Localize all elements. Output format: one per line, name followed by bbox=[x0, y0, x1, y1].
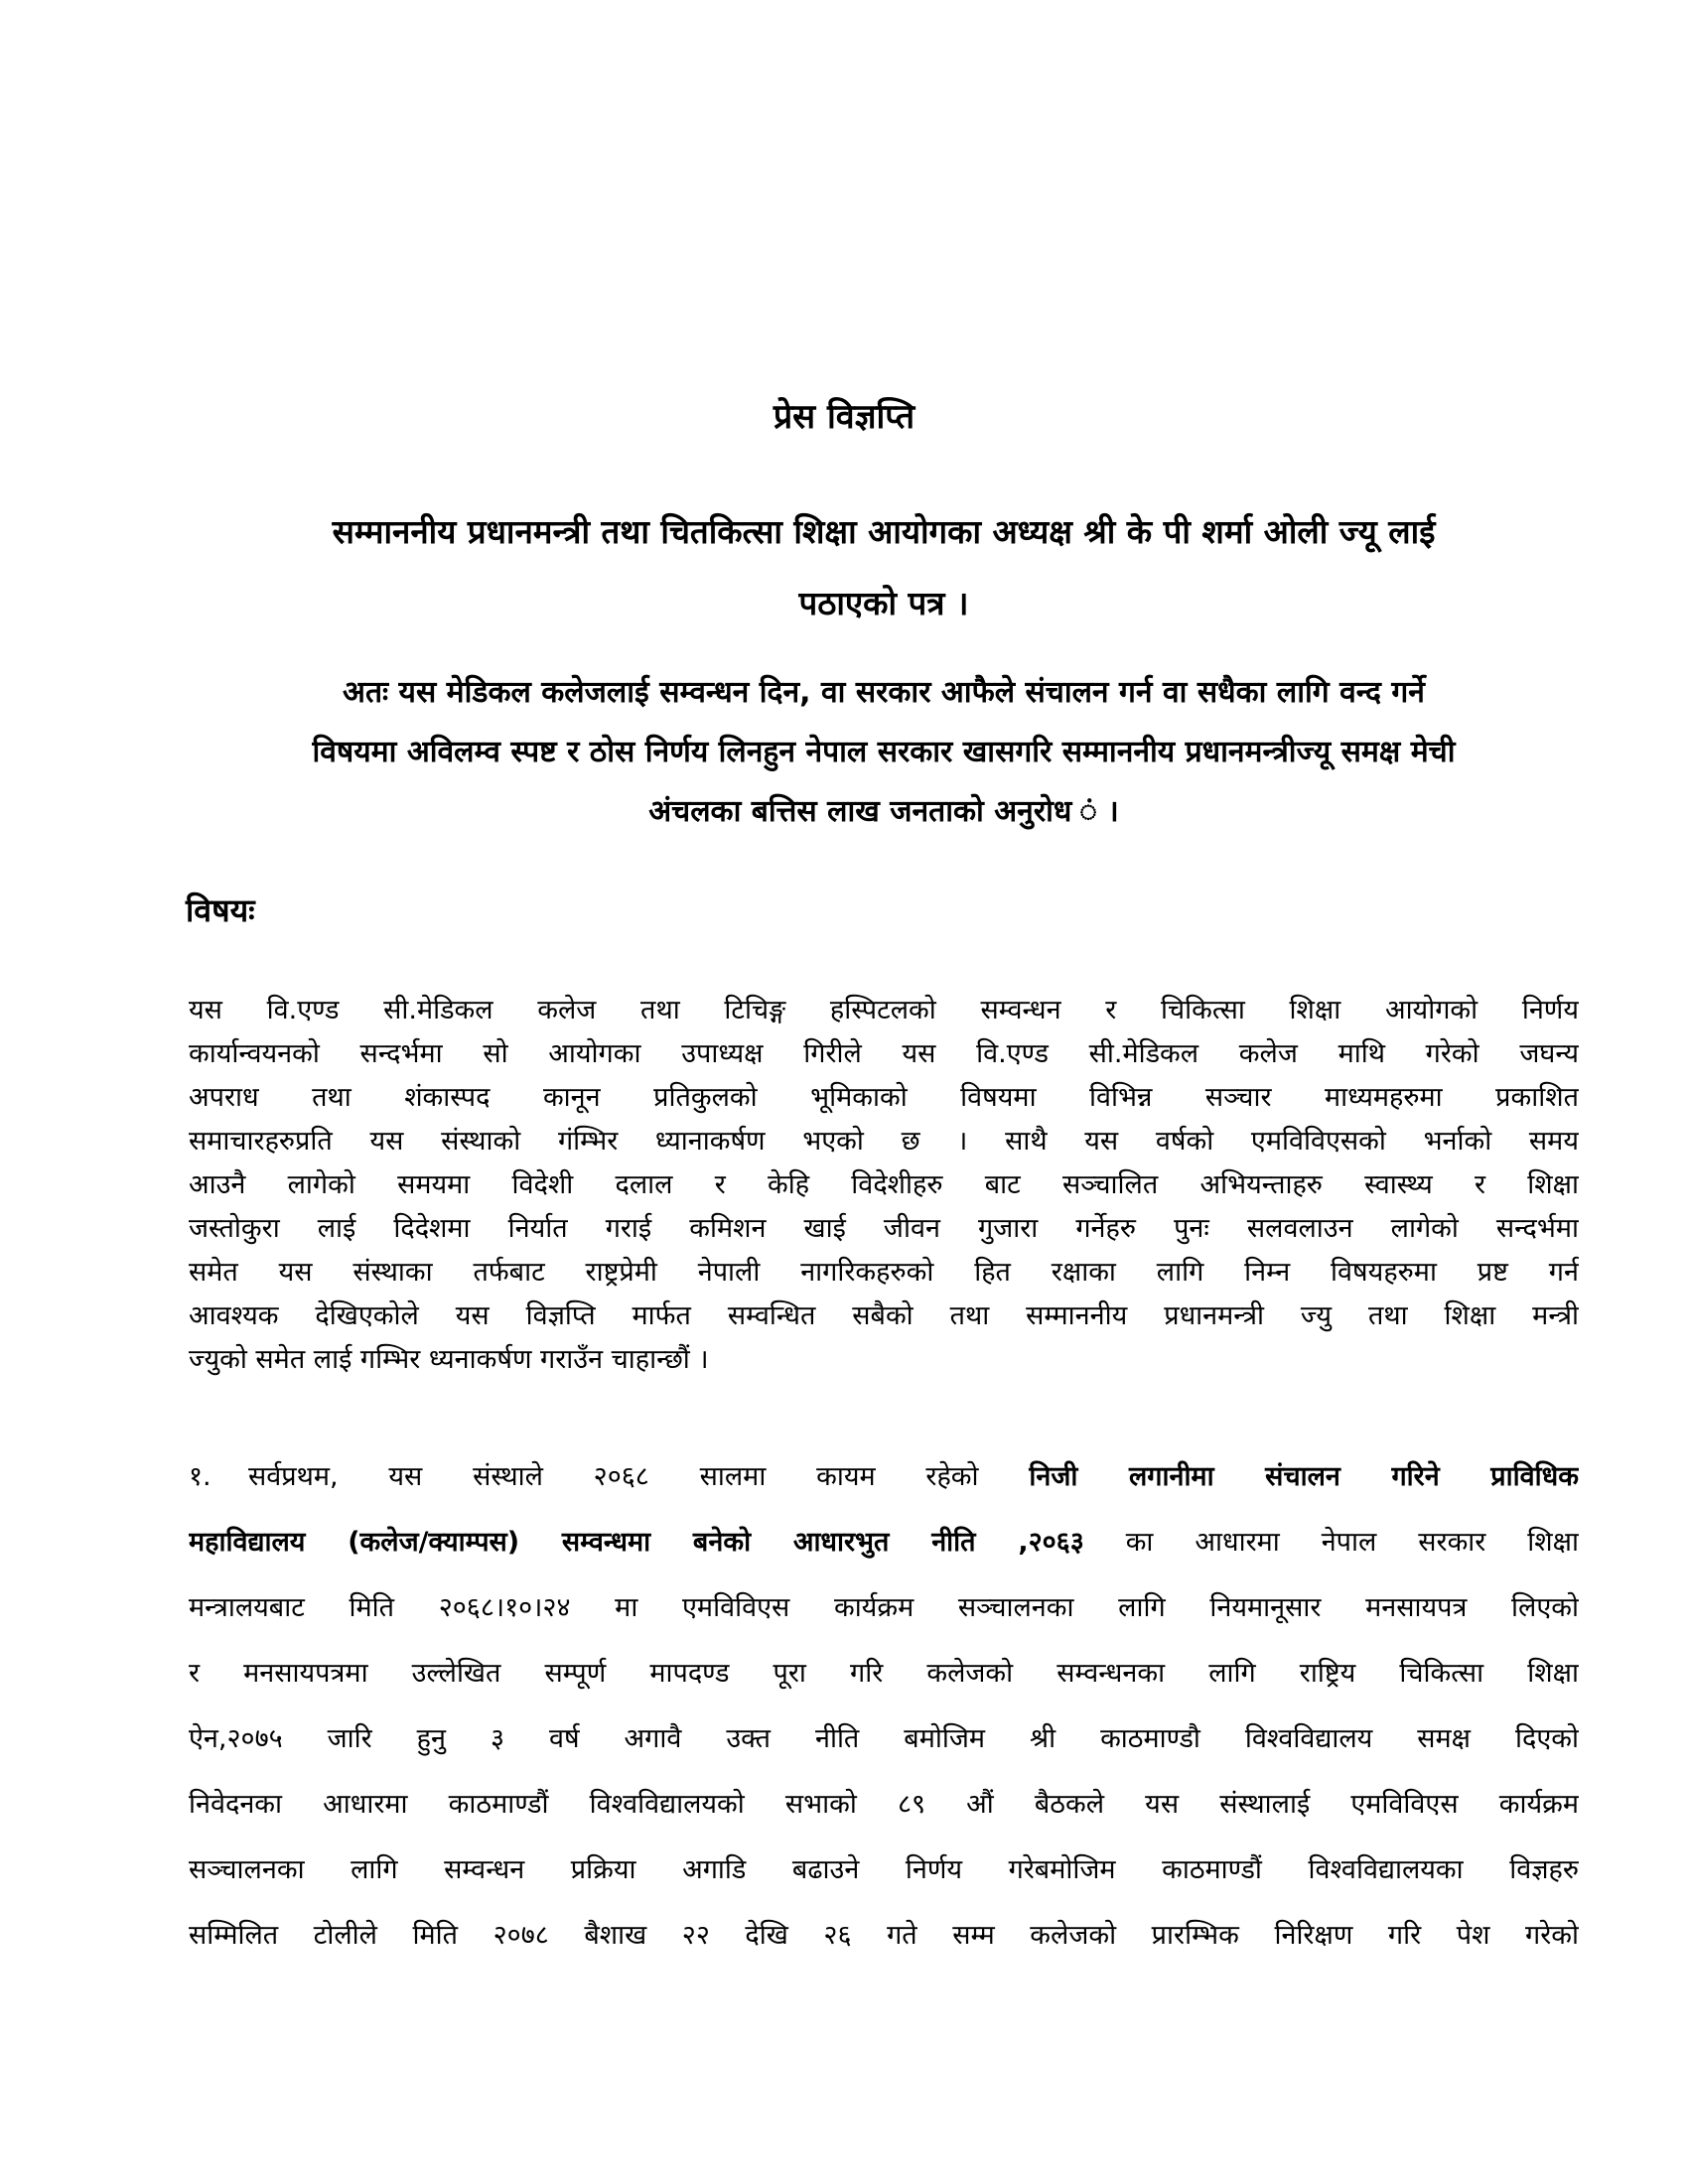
item-line: मन्त्रालयबाट मिति २०६८।१०।२४ मा एमविविएस कार्यक्रम सञ्चालनका लागि नियमानूसार मनसायपत्र लिएको bbox=[189, 1592, 1579, 1623]
paragraph-line: समेत यस संस्थाका तर्फबाट राष्ट्रप्रेमी नेपाली नागरिकहरुको हित रक्षाका लागि निम्न विषयहरुमा प्रष्ट गर्न bbox=[189, 1257, 1579, 1288]
heading-line: सम्माननीय प्रधानमन्त्री तथा चितकित्सा शिक्षा आयोगका अध्यक्ष श्री के पी शर्मा ओली ज्यू लाई bbox=[332, 512, 1436, 551]
item-number: १. bbox=[189, 1461, 211, 1492]
letter-heading bbox=[199, 496, 1569, 639]
item-line: निवेदनका आधारमा काठमाण्डौं विश्वविद्यालयको सभाको ८९ औं बैठकले यस संस्थालाई एमविविएस कार्यक्रम bbox=[189, 1789, 1579, 1820]
request-statement bbox=[189, 663, 1579, 842]
item-line: र मनसायपत्रमा उल्लेखित सम्पूर्ण मापदण्ड पूरा गरि कलेजको सम्वन्धनका लागि राष्ट्रिय चिकित्सा शिक्षा bbox=[189, 1658, 1579, 1689]
paragraph-line: जस्तोकुरा लाई दिदेशमा निर्यात गराई कमिशन खाई जीवन गुजारा गर्नेहरु पुनः सलवलाउन लागेको सन्दर्भमा bbox=[189, 1213, 1579, 1244]
paragraph-line: कार्यान्वयनको सन्दर्भमा सो आयोगका उपाध्यक्ष गिरीले यस वि.एण्ड सी.मेडिकल कलेज माथि गरेको जघन्य bbox=[189, 1038, 1579, 1069]
item-line: सञ्चालनका लागि सम्वन्धन प्रक्रिया अगाडि बढाउने निर्णय गरेबमोजिम काठमाण्डौं विश्वविद्यालयका विज्ञहरु bbox=[189, 1854, 1579, 1885]
item-line: ऐन,२०७५ जारि हुनु ३ वर्ष अगावै उक्त नीति बमोजिम श्री काठमाण्डौ विश्वविद्यालय समक्ष दिएको bbox=[189, 1723, 1579, 1754]
paragraph-line: आउनै लागेको समयमा विदेशी दलाल र केहि विदेशीहरु बाट सञ्चालित अभियन्ताहरु स्वास्थ्य र शिक्षा bbox=[189, 1169, 1579, 1200]
heading-line: पठाएको पत्र । bbox=[798, 584, 969, 622]
subject-label: विषयः bbox=[186, 891, 255, 929]
paragraph-line: समाचारहरुप्रति यस संस्थाको गंम्भिर ध्यानाकर्षण भएको छ । साथै यस वर्षको एमविविएसको भर्नाको समय bbox=[189, 1126, 1579, 1157]
paragraph-line: अपराध तथा शंकास्पद कानून प्रतिकुलको भूमिकाको विषयमा विभिन्न सञ्चार माध्यमहरुमा प्रकाशित bbox=[189, 1082, 1579, 1113]
item-line: सम्मिलित टोलीले मिति २०७८ बैशाख २२ देखि २६ गते सम्म कलेजको प्रारम्भिक निरिक्षण गरि पेश गरेको bbox=[189, 1920, 1579, 1951]
intro-paragraph bbox=[189, 989, 1579, 1382]
paragraph-line: यस वि.एण्ड सी.मेडिकल कलेज तथा टिचिङ्ग हस्पिटलको सम्वन्धन र चिकित्सा शिक्षा आयोगको निर्णय bbox=[189, 995, 1579, 1025]
paragraph-line: आवश्यक देखिएकोले यस विज्ञप्ति मार्फत सम्वन्धित सबैको तथा सम्माननीय प्रधानमन्त्री ज्यु तथा शिक्षा मन्त्री bbox=[189, 1300, 1579, 1331]
request-line: अंचलका बत्तिस लाख जनताको अनुरोध ं । bbox=[648, 794, 1119, 829]
item-text: सर्वप्रथम, यस संस्थाले २०६८ सालमा कायम रहेको bbox=[248, 1461, 1030, 1492]
policy-name-bold: महाविद्यालय (कलेज/क्याम्पस) सम्वन्धमा बनेको आधारभुत नीति ,२०६३ bbox=[189, 1527, 1084, 1558]
press-release-title: प्रेस विज्ञप्ति bbox=[773, 397, 915, 437]
item-line bbox=[189, 1510, 1579, 1575]
item-line bbox=[189, 1444, 1579, 1510]
item-text: का आधारमा नेपाल सरकार शिक्षा bbox=[1083, 1527, 1579, 1558]
numbered-item-1 bbox=[189, 1444, 1579, 1969]
policy-name-bold: निजी लगानीमा संचालन गरिने प्राविधिक bbox=[1029, 1461, 1579, 1492]
request-line: अतः यस मेडिकल कलेजलाई सम्वन्धन दिन, वा सरकार आफैले संचालन गर्न वा सधैका लागि वन्द गर्ने bbox=[343, 675, 1425, 710]
paragraph-line: ज्युको समेत लाई गम्भिर ध्यनाकर्षण गराउँन चाहान्छौं । bbox=[189, 1344, 709, 1375]
request-line: विषयमा अविलम्व स्पष्ट र ठोस निर्णय लिनहुन नेपाल सरकार खासगरि सम्माननीय प्रधानमन्त्रीज्यू समक्ष मेची bbox=[312, 735, 1456, 769]
